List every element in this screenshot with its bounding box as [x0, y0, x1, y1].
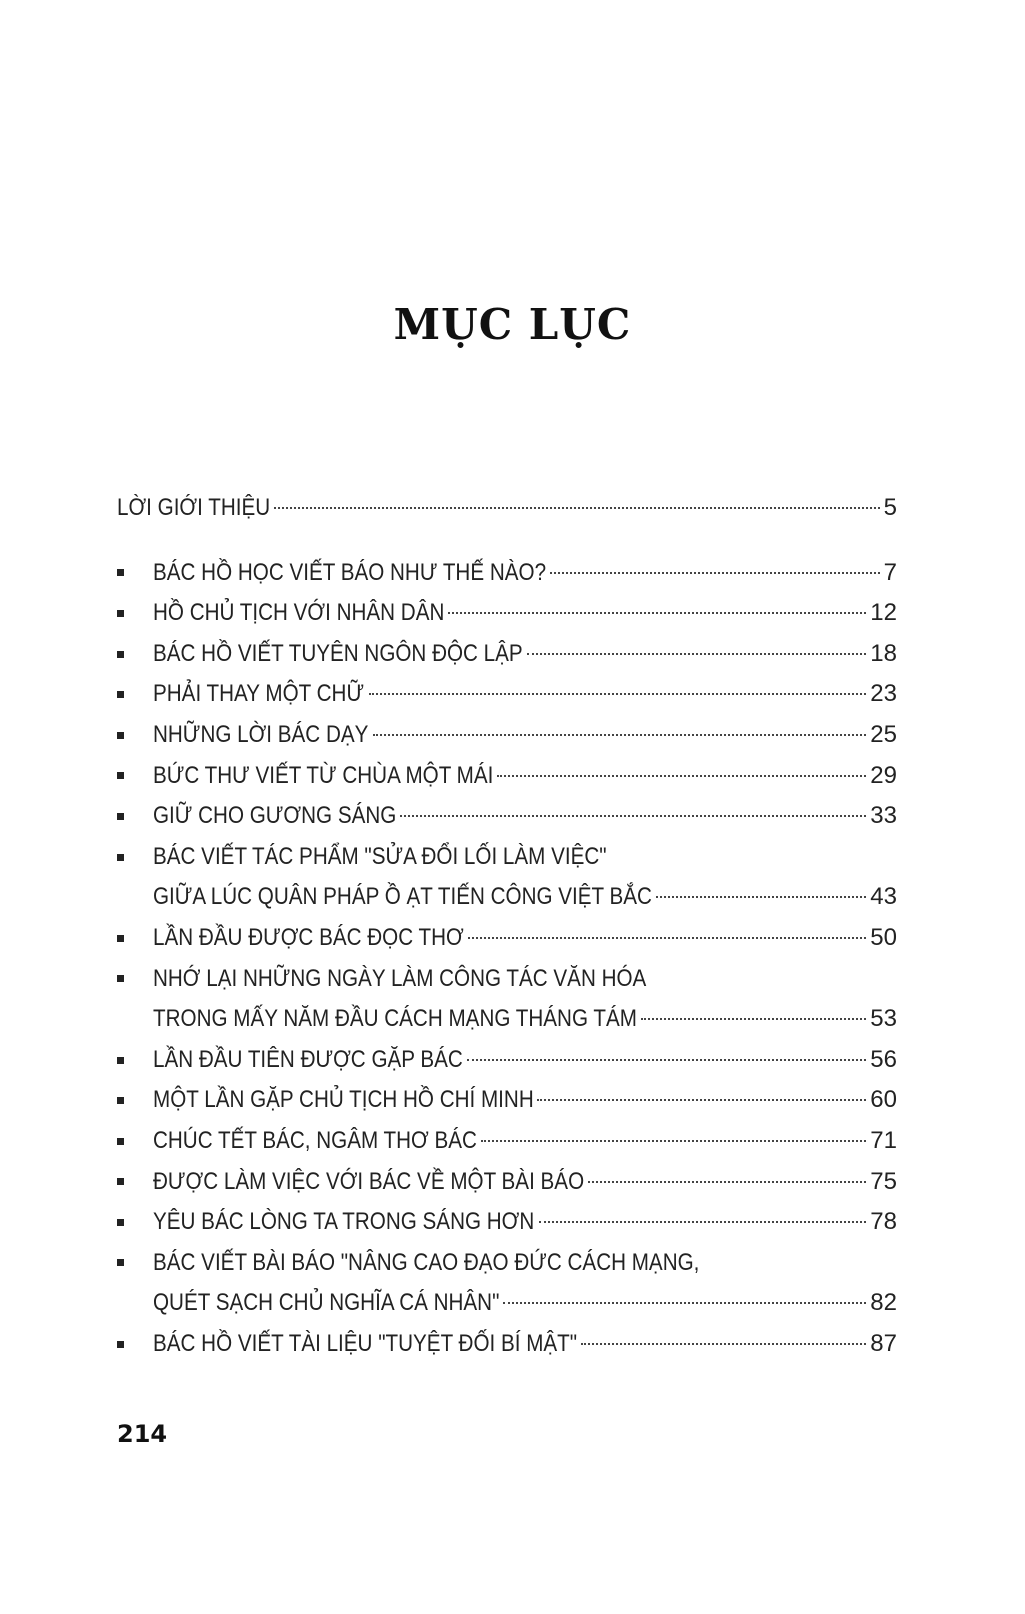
toc-entry-label: BÁC HỒ VIẾT TÀI LIỆU "TUYỆT ĐỐI BÍ MẬT" — [153, 1329, 578, 1357]
toc-page-number: 12 — [870, 599, 897, 627]
dot-leader — [369, 693, 867, 695]
toc-page-number: 82 — [870, 1289, 897, 1317]
dot-leader — [581, 1343, 866, 1345]
toc-entry-label: TRONG MẤY NĂM ĐẦU CÁCH MẠNG THÁNG TÁM — [153, 1005, 637, 1033]
toc-page-number: 56 — [870, 1045, 897, 1073]
toc-page-number: 78 — [870, 1208, 897, 1236]
toc-page-number: 43 — [870, 883, 897, 911]
toc-entry — [117, 1121, 897, 1162]
toc-page-number: 87 — [870, 1329, 897, 1357]
dot-leader — [468, 937, 866, 939]
bullet-icon — [117, 796, 127, 837]
dot-leader — [274, 507, 879, 509]
toc-entry-label: LẦN ĐẦU ĐƯỢC BÁC ĐỌC THƠ — [153, 923, 464, 951]
toc-entry — [117, 553, 897, 594]
toc-entry — [117, 1040, 897, 1081]
toc-entry-label: NHỮNG LỜI BÁC DẠY — [153, 720, 369, 748]
toc-page-number: 29 — [870, 761, 897, 789]
toc-entry-list — [117, 553, 897, 1365]
toc-entry-label: LỜI GIỚI THIỆU — [117, 494, 271, 521]
toc-page-number: 5 — [883, 494, 897, 521]
toc-entry-label: BÁC HỒ VIẾT TUYÊN NGÔN ĐỘC LẬP — [153, 639, 523, 667]
toc-entry — [117, 1324, 897, 1365]
dot-leader — [448, 612, 866, 614]
toc-entry — [117, 1080, 897, 1121]
toc-entry-label: GIỮA LÚC QUÂN PHÁP Ồ ẠT TIẾN CÔNG VIỆT BẮC — [153, 883, 652, 911]
bullet-icon — [117, 918, 127, 959]
bullet-icon — [117, 756, 127, 797]
page-number: 214 — [117, 1420, 168, 1448]
dot-leader — [537, 1099, 866, 1101]
toc-entry-label: GIỮ CHO GƯƠNG SÁNG — [153, 802, 397, 830]
dot-leader — [373, 734, 866, 736]
toc-page-number: 7 — [883, 558, 897, 586]
toc-entry — [117, 959, 897, 1040]
toc-entry — [117, 1202, 897, 1243]
toc-entry — [117, 634, 897, 675]
toc-entry-label: MỘT LẦN GẶP CHỦ TỊCH HỒ CHÍ MINH — [153, 1086, 534, 1114]
bullet-icon — [117, 1162, 127, 1203]
toc-entry — [117, 796, 897, 837]
dot-leader — [497, 775, 866, 777]
bullet-icon — [117, 1121, 127, 1162]
toc-entry — [117, 1162, 897, 1203]
bullet-icon — [117, 715, 127, 756]
table-of-contents — [117, 488, 897, 1364]
bullet-icon — [117, 1202, 127, 1243]
bullet-icon — [117, 1080, 127, 1121]
dot-leader — [539, 1221, 867, 1223]
toc-page-number: 50 — [870, 923, 897, 951]
dot-leader — [467, 1059, 866, 1061]
dot-leader — [400, 815, 866, 817]
toc-entry-label: NHỚ LẠI NHỮNG NGÀY LÀM CÔNG TÁC VĂN HÓA — [153, 964, 647, 992]
toc-entry-label: LẦN ĐẦU TIÊN ĐƯỢC GẶP BÁC — [153, 1045, 463, 1073]
toc-page-number: 18 — [870, 639, 897, 667]
toc-page-number: 53 — [870, 1005, 897, 1033]
dot-leader — [550, 572, 880, 574]
toc-entry-label: YÊU BÁC LÒNG TA TRONG SÁNG HƠN — [153, 1208, 535, 1236]
toc-entry-label: ĐƯỢC LÀM VIỆC VỚI BÁC VỀ MỘT BÀI BÁO — [153, 1167, 585, 1195]
toc-entry — [117, 1243, 897, 1324]
dot-leader — [656, 896, 866, 898]
toc-page-number: 23 — [870, 680, 897, 708]
toc-entry-label: PHẢI THAY MỘT CHỮ — [153, 680, 365, 708]
bullet-icon — [117, 1324, 127, 1365]
dot-leader — [481, 1140, 867, 1142]
toc-entry — [117, 918, 897, 959]
toc-page-number: 75 — [870, 1167, 897, 1195]
toc-entry — [117, 674, 897, 715]
bullet-icon — [117, 553, 127, 594]
toc-entry-label: CHÚC TẾT BÁC, NGÂM THƠ BÁC — [153, 1126, 477, 1154]
bullet-icon — [117, 1243, 127, 1284]
toc-entry-label: HỒ CHỦ TỊCH VỚI NHÂN DÂN — [153, 599, 445, 627]
page-title: MỤC LỤC — [393, 300, 632, 349]
toc-entry — [117, 756, 897, 797]
bullet-icon — [117, 634, 127, 675]
toc-entry — [117, 715, 897, 756]
toc-entry-label: BÁC VIẾT BÀI BÁO "NÂNG CAO ĐẠO ĐỨC CÁCH MẠNG, — [153, 1248, 700, 1276]
dot-leader — [641, 1018, 867, 1020]
toc-entry — [117, 837, 897, 918]
dot-leader — [527, 653, 867, 655]
dot-leader — [588, 1181, 866, 1183]
bullet-icon — [117, 1040, 127, 1081]
bullet-icon — [117, 674, 127, 715]
toc-page-number: 71 — [870, 1126, 897, 1154]
toc-entry-intro — [117, 488, 897, 529]
dot-leader — [503, 1302, 866, 1304]
bullet-icon — [117, 959, 127, 1000]
toc-entry-label: QUÉT SẠCH CHỦ NGHĨA CÁ NHÂN" — [153, 1289, 500, 1317]
toc-entry — [117, 593, 897, 634]
bullet-icon — [117, 593, 127, 634]
toc-page-number: 33 — [870, 802, 897, 830]
bullet-icon — [117, 837, 127, 878]
toc-entry-label: BỨC THƯ VIẾT TỪ CHÙA MỘT MÁI — [153, 761, 494, 789]
toc-page-number: 25 — [870, 720, 897, 748]
toc-page-number: 60 — [870, 1086, 897, 1114]
toc-entry-label: BÁC HỒ HỌC VIẾT BÁO NHƯ THẾ NÀO? — [153, 558, 547, 586]
toc-entry-label: BÁC VIẾT TÁC PHẨM "SỬA ĐỔI LỐI LÀM VIỆC" — [153, 842, 607, 870]
